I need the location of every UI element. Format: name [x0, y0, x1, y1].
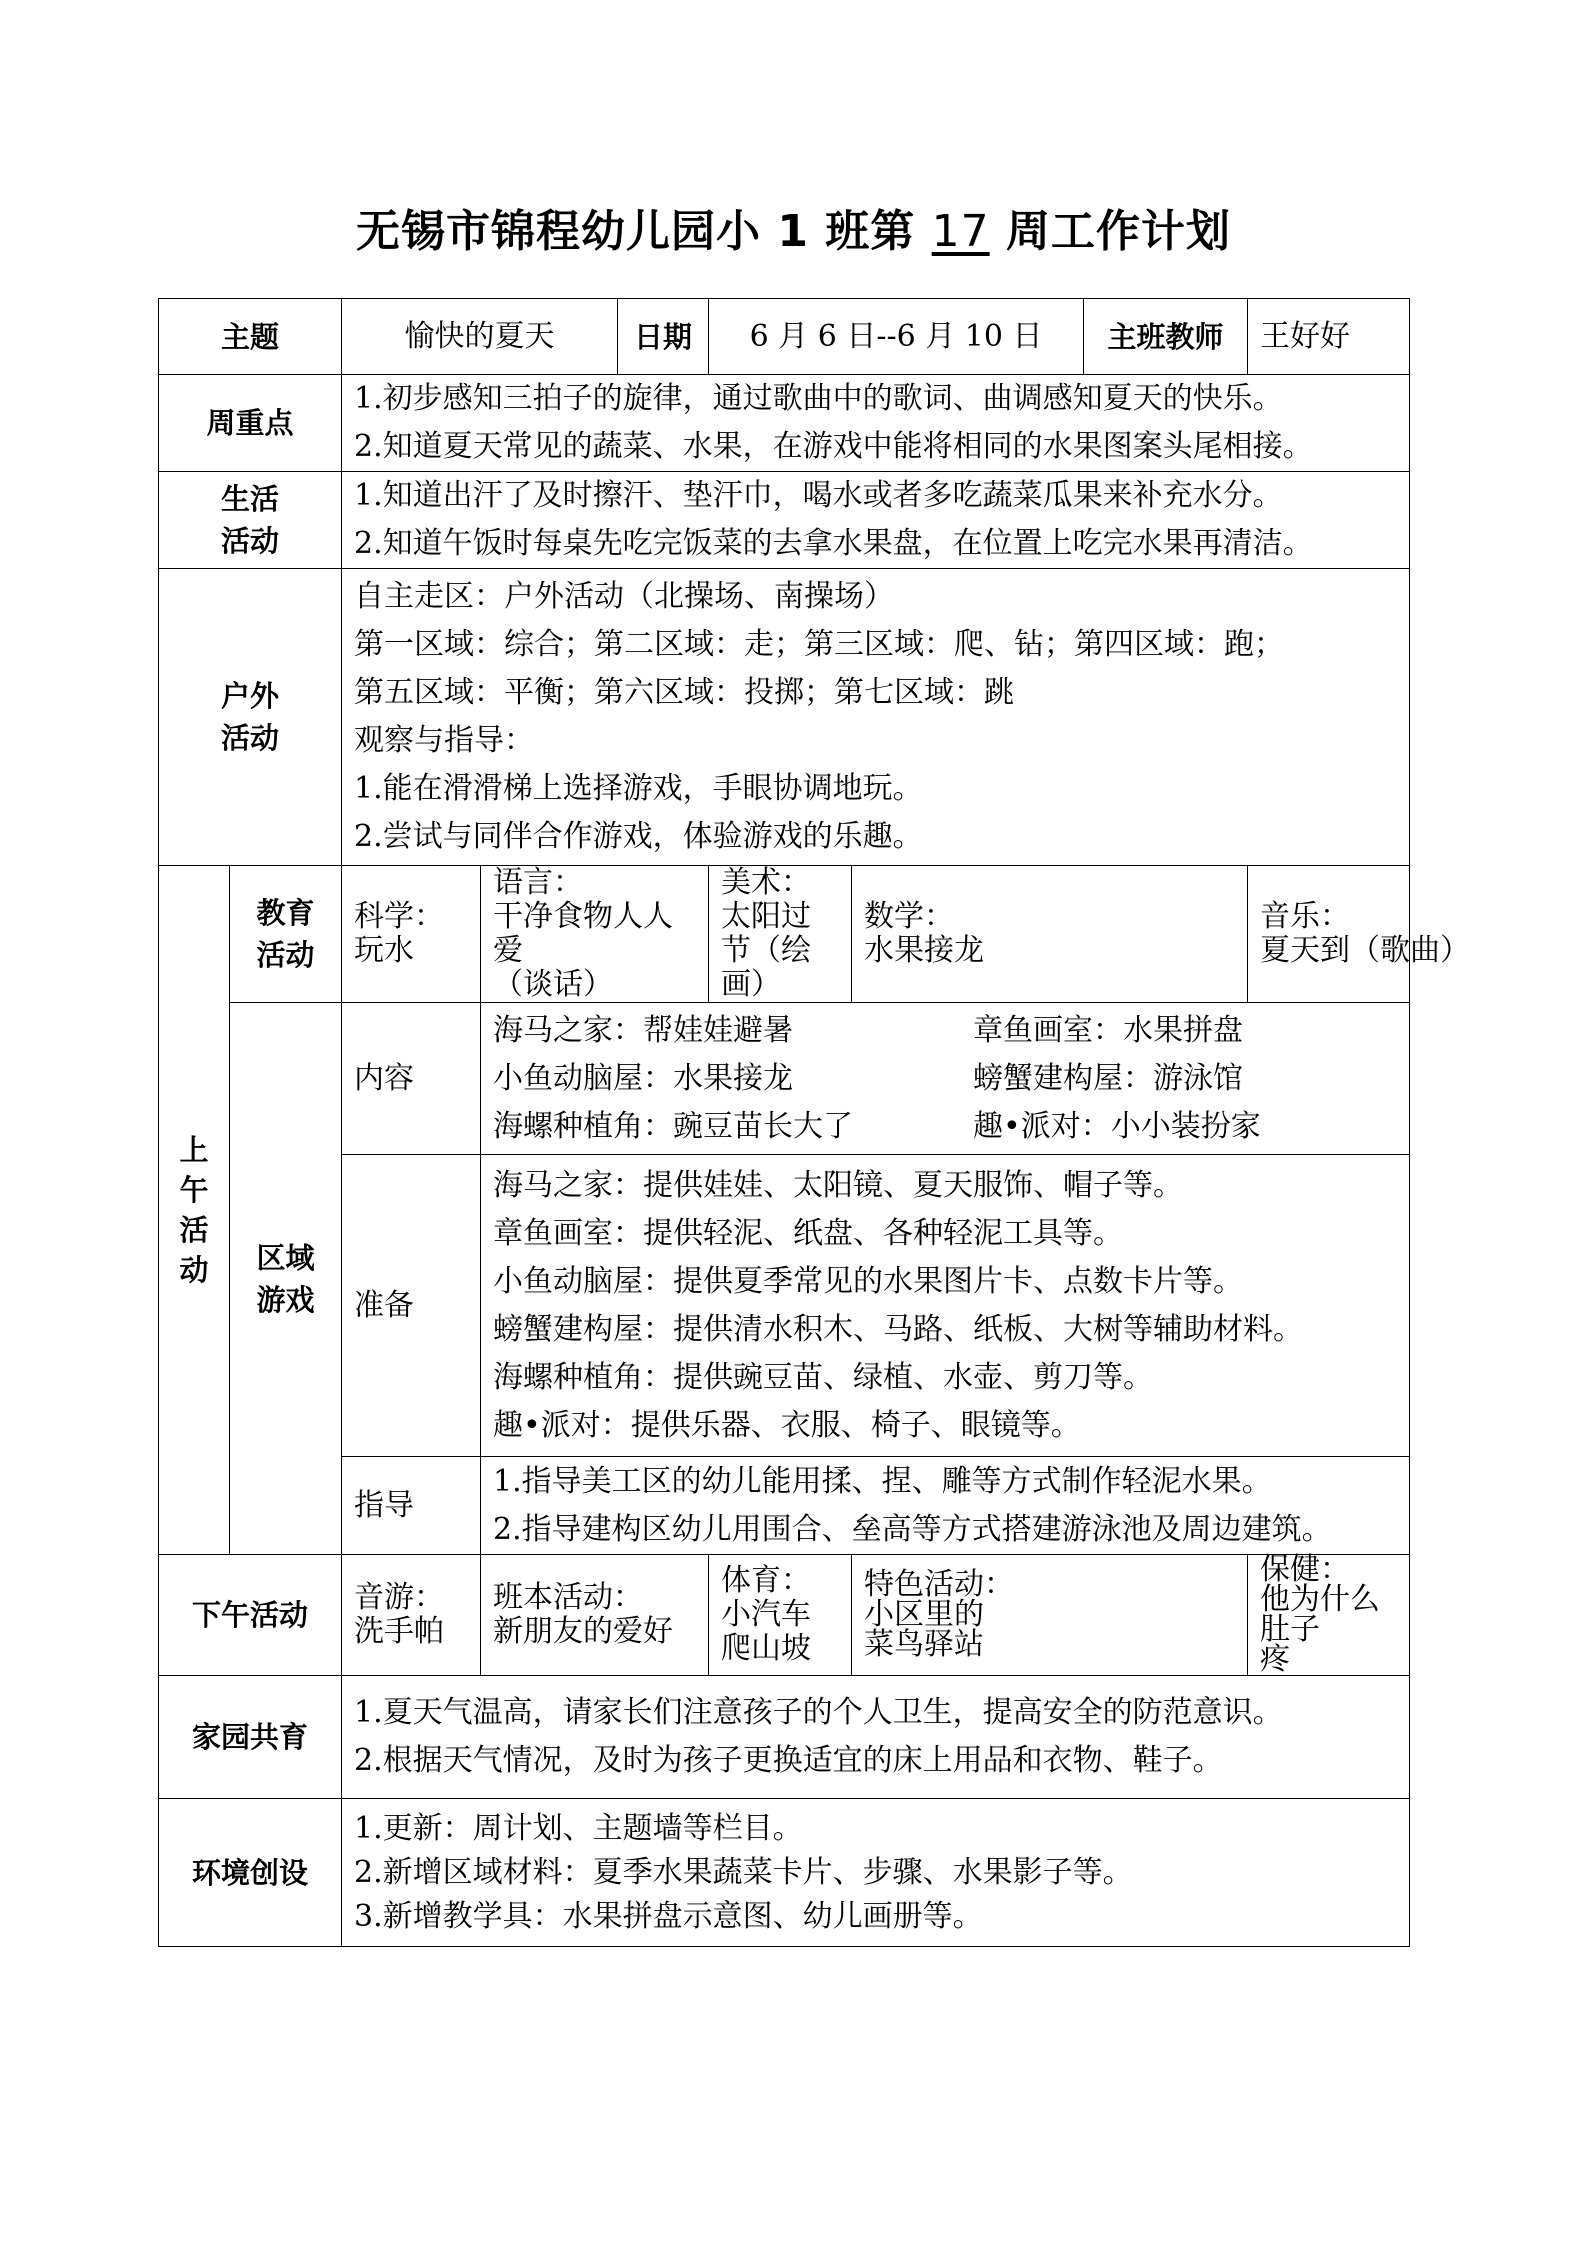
outdoor-content: 自主走区：户外活动（北操场、南操场） 第一区域：综合；第二区域：走；第三区域：爬、钻；第四区域：跑； 第五区域：平衡；第六区域：投掷；第七区域：跳 观察与指导： 1.能在滑滑梯上选择游戏，手眼协调地玩。 2.尝试与同伴合作游戏，体验游戏的乐趣。	[342, 569, 1410, 866]
area-guide-row	[159, 1457, 1410, 1555]
afternoon-row	[159, 1555, 1410, 1676]
education-item: 美术： 太阳过节（绘 画）	[709, 866, 852, 1003]
outdoor-label: 户外 活动	[159, 569, 342, 866]
afternoon-item: 音游： 洗手帕	[342, 1555, 481, 1676]
date-value: 6 月 6 日--6 月 10 日	[709, 299, 1084, 375]
life-row	[159, 472, 1410, 569]
afternoon-item: 班本活动： 新朋友的爱好	[481, 1555, 709, 1676]
area-content: 海马之家：帮娃娃避暑 章鱼画室：水果拼盘 小鱼动脑屋：水果接龙 螃蟹建构屋：游泳馆 海螺种植角：豌豆苗长大了 趣•派对：小小装扮家	[481, 1003, 1410, 1155]
area-prep-row	[159, 1155, 1410, 1457]
life-label: 生活 活动	[159, 472, 342, 569]
page-title: 无锡市锦程幼儿园小 1 班第 17 周工作计划	[356, 206, 1231, 257]
education-item: 音乐： 夏天到（歌曲）	[1248, 866, 1410, 1003]
education-item: 语言： 干净食物人人爱 （谈话）	[481, 866, 709, 1003]
header-row	[159, 299, 1410, 375]
education-item: 科学： 玩水	[342, 866, 481, 1003]
theme-label: 主题	[159, 299, 342, 375]
morning-label: 上 午 活 动	[159, 866, 230, 1555]
week-number: 17	[931, 206, 990, 257]
afternoon-item: 特色活动： 小区里的 菜鸟驿站	[852, 1555, 1248, 1676]
home-row	[159, 1676, 1410, 1799]
area-content-row	[159, 1003, 1410, 1155]
env-content: 1.更新：周计划、主题墙等栏目。 2.新增区域材料：夏季水果蔬菜卡片、步骤、水果影子等。 3.新增教学具：水果拼盘示意图、幼儿画册等。	[342, 1799, 1410, 1947]
afternoon-item: 体育： 小汽车爬山坡	[709, 1555, 852, 1676]
home-label: 家园共育	[159, 1676, 342, 1799]
area-prep: 海马之家：提供娃娃、太阳镜、夏天服饰、帽子等。 章鱼画室：提供轻泥、纸盘、各种轻泥工具等。 小鱼动脑屋：提供夏季常见的水果图片卡、点数卡片等。 螃蟹建构屋：提供清水积木、马路、纸板、大树等辅助材料。 海螺种植角：提供豌豆苗、绿植、水壶、剪刀等。 趣•派对：提供乐器、衣服、椅子、眼镜等。	[481, 1155, 1410, 1457]
education-label: 教育 活动	[230, 866, 342, 1003]
teacher-label: 主班教师	[1084, 299, 1248, 375]
weekly-focus-label: 周重点	[159, 375, 342, 472]
education-item: 数学： 水果接龙	[852, 866, 1248, 1003]
env-row	[159, 1799, 1410, 1947]
date-label: 日期	[618, 299, 709, 375]
area-prep-label: 准备	[342, 1155, 481, 1457]
afternoon-label: 下午活动	[159, 1555, 342, 1676]
area-guide-label: 指导	[342, 1457, 481, 1555]
weekly-focus-content: 1.初步感知三拍子的旋律，通过歌曲中的歌词、曲调感知夏天的快乐。 2.知道夏天常见的蔬菜、水果，在游戏中能将相同的水果图案头尾相接。	[342, 375, 1410, 472]
weekly-plan-table	[158, 298, 1471, 1947]
afternoon-item: 保健： 他为什么肚子 疼	[1248, 1555, 1410, 1676]
area-content-label: 内容	[342, 1003, 481, 1155]
env-label: 环境创设	[159, 1799, 342, 1947]
outdoor-row	[159, 569, 1410, 866]
teacher-value: 王好好	[1248, 299, 1410, 375]
theme-value: 愉快的夏天	[342, 299, 618, 375]
life-content: 1.知道出汗了及时擦汗、垫汗巾，喝水或者多吃蔬菜瓜果来补充水分。 2.知道午饭时每桌先吃完饭菜的去拿水果盘，在位置上吃完水果再清洁。	[342, 472, 1410, 569]
weekly-focus-row	[159, 375, 1410, 472]
education-row	[159, 866, 1410, 1003]
home-content: 1.夏天气温高，请家长们注意孩子的个人卫生，提高安全的防范意识。 2.根据天气情况，及时为孩子更换适宜的床上用品和衣物、鞋子。	[342, 1676, 1410, 1799]
area-label: 区域 游戏	[230, 1003, 342, 1555]
area-guide: 1.指导美工区的幼儿能用揉、捏、雕等方式制作轻泥水果。 2.指导建构区幼儿用围合、垒高等方式搭建游泳池及周边建筑。	[481, 1457, 1410, 1555]
